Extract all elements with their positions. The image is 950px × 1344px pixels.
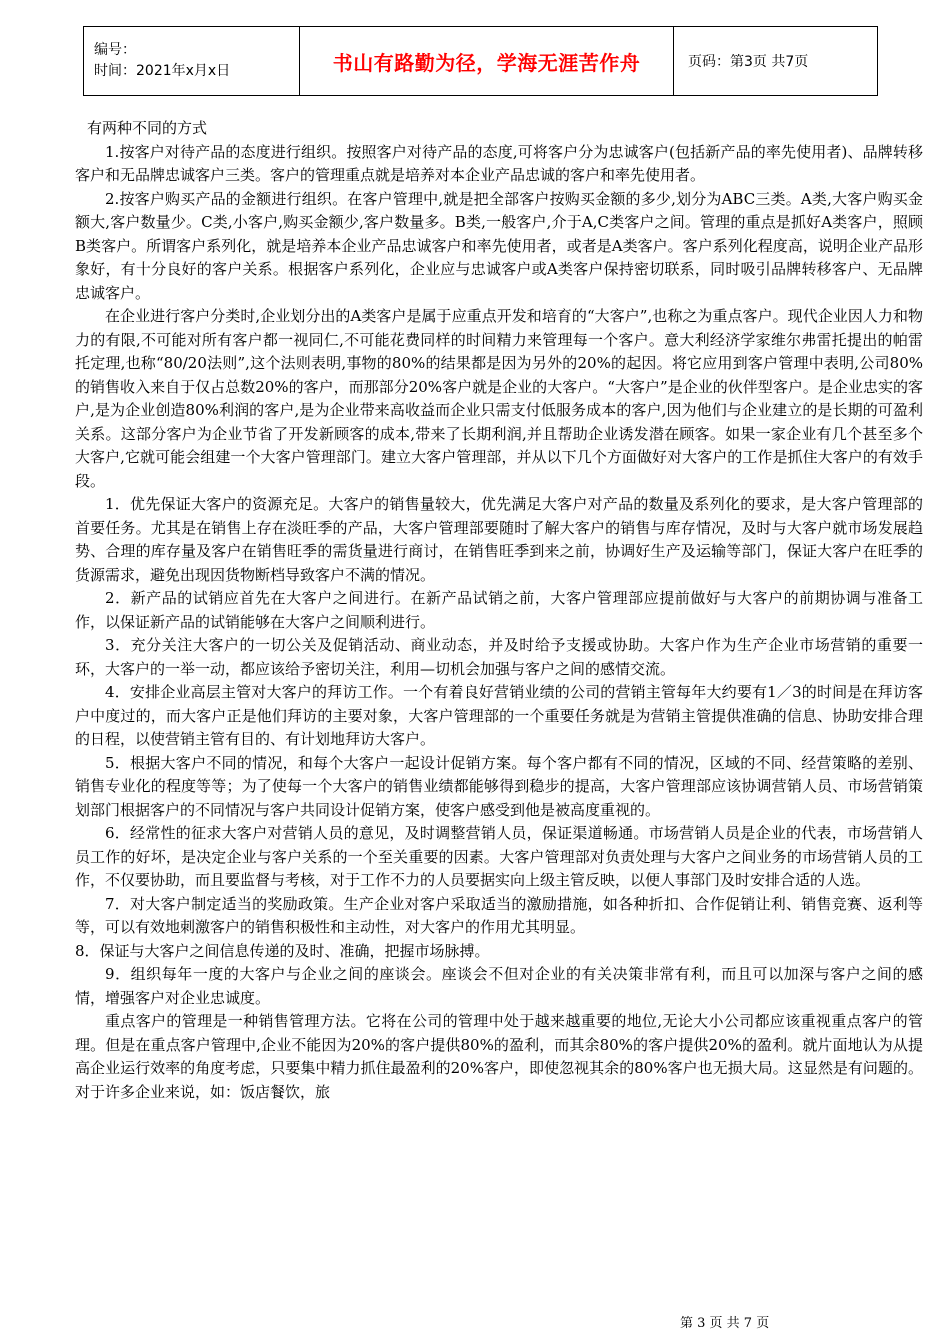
- header-table: [83, 26, 878, 96]
- paragraph: 9．组织每年一度的大客户与企业之间的座谈会。座谈会不但对企业的有关决策非常有利，而且可以加深与客户之间的感情，增强客户对企业忠诚度。: [75, 965, 923, 1007]
- paragraph: 3．充分关注大客户的一切公关及促销活动、商业动态，并及时给予支援或协助。大客户作为生产企业市场营销的重要一环，大客户的一举一动，都应该给予密切关注，利用—切机会加强与客户之间的感情交流。: [75, 636, 923, 678]
- paragraph: 6．经常性的征求大客户对营销人员的意见，及时调整营销人员，保证渠道畅通。市场营销人员是企业的代表，市场营销人员工作的好坏，是决定企业与客户关系的一个至关重要的因素。大客户管理部对负责处理与大客户之间业务的市场营销人员的工作，不仅要协助，而且要监督与考核，对于工作不力的人员要据实向上级主管反映，以便人事部门及时安排合适的人选。: [75, 824, 923, 889]
- paragraph: 4．安排企业高层主管对大客户的拜访工作。一个有着良好营销业绩的公司的营销主管每年大约要有1／3的时间是在拜访客户中度过的，而大客户正是他们拜访的主要对象，大客户管理部的一个重要任务就是为营销主管提供准确的信息、协助安排合理的日程，以使营销主管有目的、有计划地拜访大客户。: [75, 683, 923, 748]
- paragraph: 有两种不同的方式: [87, 119, 208, 137]
- paragraph: 1.按客户对待产品的态度进行组织。按照客户对待产品的态度,可将客户分为忠诚客户(包括新产品的率先使用者)、品牌转移客户和无品牌忠诚客户三类。客户的管理重点就是培养对本企业产品忠诚的客户和率先使用者。: [75, 142, 923, 184]
- paragraph: 8．保证与大客户之间信息传递的及时、准确，把握市场脉搏。: [75, 941, 490, 960]
- header-page-label: 页码：第3页 共7页: [674, 27, 878, 96]
- paragraph: 7．对大客户制定适当的奖励政策。生产企业对客户采取适当的激励措施，如各种折扣、合作促销让利、销售竞赛、返利等等，可以有效地刺激客户的销售积极性和主动性，对大客户的作用尤其明显。: [75, 894, 923, 936]
- paragraph: 在企业进行客户分类时,企业划分出的A类客户是属于应重点开发和培育的“大客户”,也称之为重点客户。现代企业因人力和物力的有限,不可能对所有客户都一视同仁,不可能花费同样的时间精力来管理每一个客户。意大利经济学家维尔弗雷托提出的帕雷托定理,也称“80/20法则”,这个法则表明,事物的80%的结果都是因为另外的20%的起因。将它应用到客户管理中表明,公司80%的销售收入来自于仅占总数20%的客户，而那部分20%客户就是企业的大客户。“大客户”是企业的伙伴型客户。是企业忠实的客户,是为企业创造80%利润的客户,是为企业带来高收益而企业只需支付低服务成本的客户,因为他们与企业建立的是长期的可盈利关系。这部分客户为企业节省了开发新顾客的成本,带来了长期利润,并且帮助企业诱发潜在顾客。如果一家企业有几个甚至多个大客户,它就可能会组建一个大客户管理部门。建立大客户管理部，并从以下几个方面做好对大客户的工作是抓住大客户的有效手段。: [75, 307, 923, 490]
- paragraph: 5．根据大客户不同的情况，和每个大客户一起设计促销方案。每个客户都有不同的情况，区域的不同、经营策略的差别、销售专业化的程度等等；为了使每一个大客户的销售业绩都能够得到稳步的提高，大客户管理部应该协调营销人员、市场营销策划部门根据客户的不同情况与客户共同设计促销方案，使客户感受到他是被高度重视的。: [75, 753, 923, 819]
- doc-number-label: 编号：: [94, 42, 136, 58]
- footer-page-info: 第 3 页 共 7 页: [680, 1316, 770, 1331]
- paragraph: 重点客户的管理是一种销售管理方法。它将在公司的管理中处于越来越重要的地位,无论大小公司都应该重视重点客户的管理。但是在重点客户管理中,企业不能因为20%的客户提供80%的盈利，而其余80%的客户提供20%的盈利。就片面地认为从提高企业运行效率的角度考虑，只要集中精力抓住最盈利的20%客户，即使忽视其余的80%客户也无损大局。这显然是有问题的。对于许多企业来说，如：饭店餐饮，旅: [75, 1012, 923, 1101]
- doc-time-label: 时间：2021年x月x日: [94, 63, 231, 79]
- paragraph: 1．优先保证大客户的资源充足。大客户的销售量较大，优先满足大客户对产品的数量及系列化的要求，是大客户管理部的首要任务。尤其是在销售上存在淡旺季的产品，大客户管理部要随时了解大客户的销售与库存情况，及时与大客户就市场发展趋势、合理的库存量及客户在销售旺季的需货量进行商讨，在销售旺季到来之前，协调好生产及运输等部门，保证大客户在旺季的货源需求，避免出现因货物断档导致客户不满的情况。: [75, 495, 923, 584]
- document-body: [75, 117, 923, 1104]
- paragraph: 2．新产品的试销应首先在大客户之间进行。在新产品试销之前，大客户管理部应提前做好与大客户的前期协调与准备工作，以保证新产品的试销能够在大客户之间顺利进行。: [75, 589, 923, 631]
- header-motto: 书山有路勤为径，学海无涯苦作舟: [300, 27, 674, 96]
- paragraph: 2.按客户购买产品的金额进行组织。在客户管理中,就是把全部客户按购买金额的多少,划分为ABC三类。A类,大客户购买金额大,客户数量少。C类,小客户,购买金额少,客户数量多。B类,一般客户,介于A,C类客户之间。管理的重点是抓好A类客户，照顾B类客户。所谓客户系列化，就是培养本企业产品忠诚客户和率先使用者，或者是A类客户。客户系列化程度高，说明企业产品形象好，有十分良好的客户关系。根据客户系列化，企业应与忠诚客户或A类客户保持密切联系，同时吸引品牌转移客户、无品牌忠诚客户。: [75, 189, 923, 302]
- header-meta-cell: [84, 27, 300, 96]
